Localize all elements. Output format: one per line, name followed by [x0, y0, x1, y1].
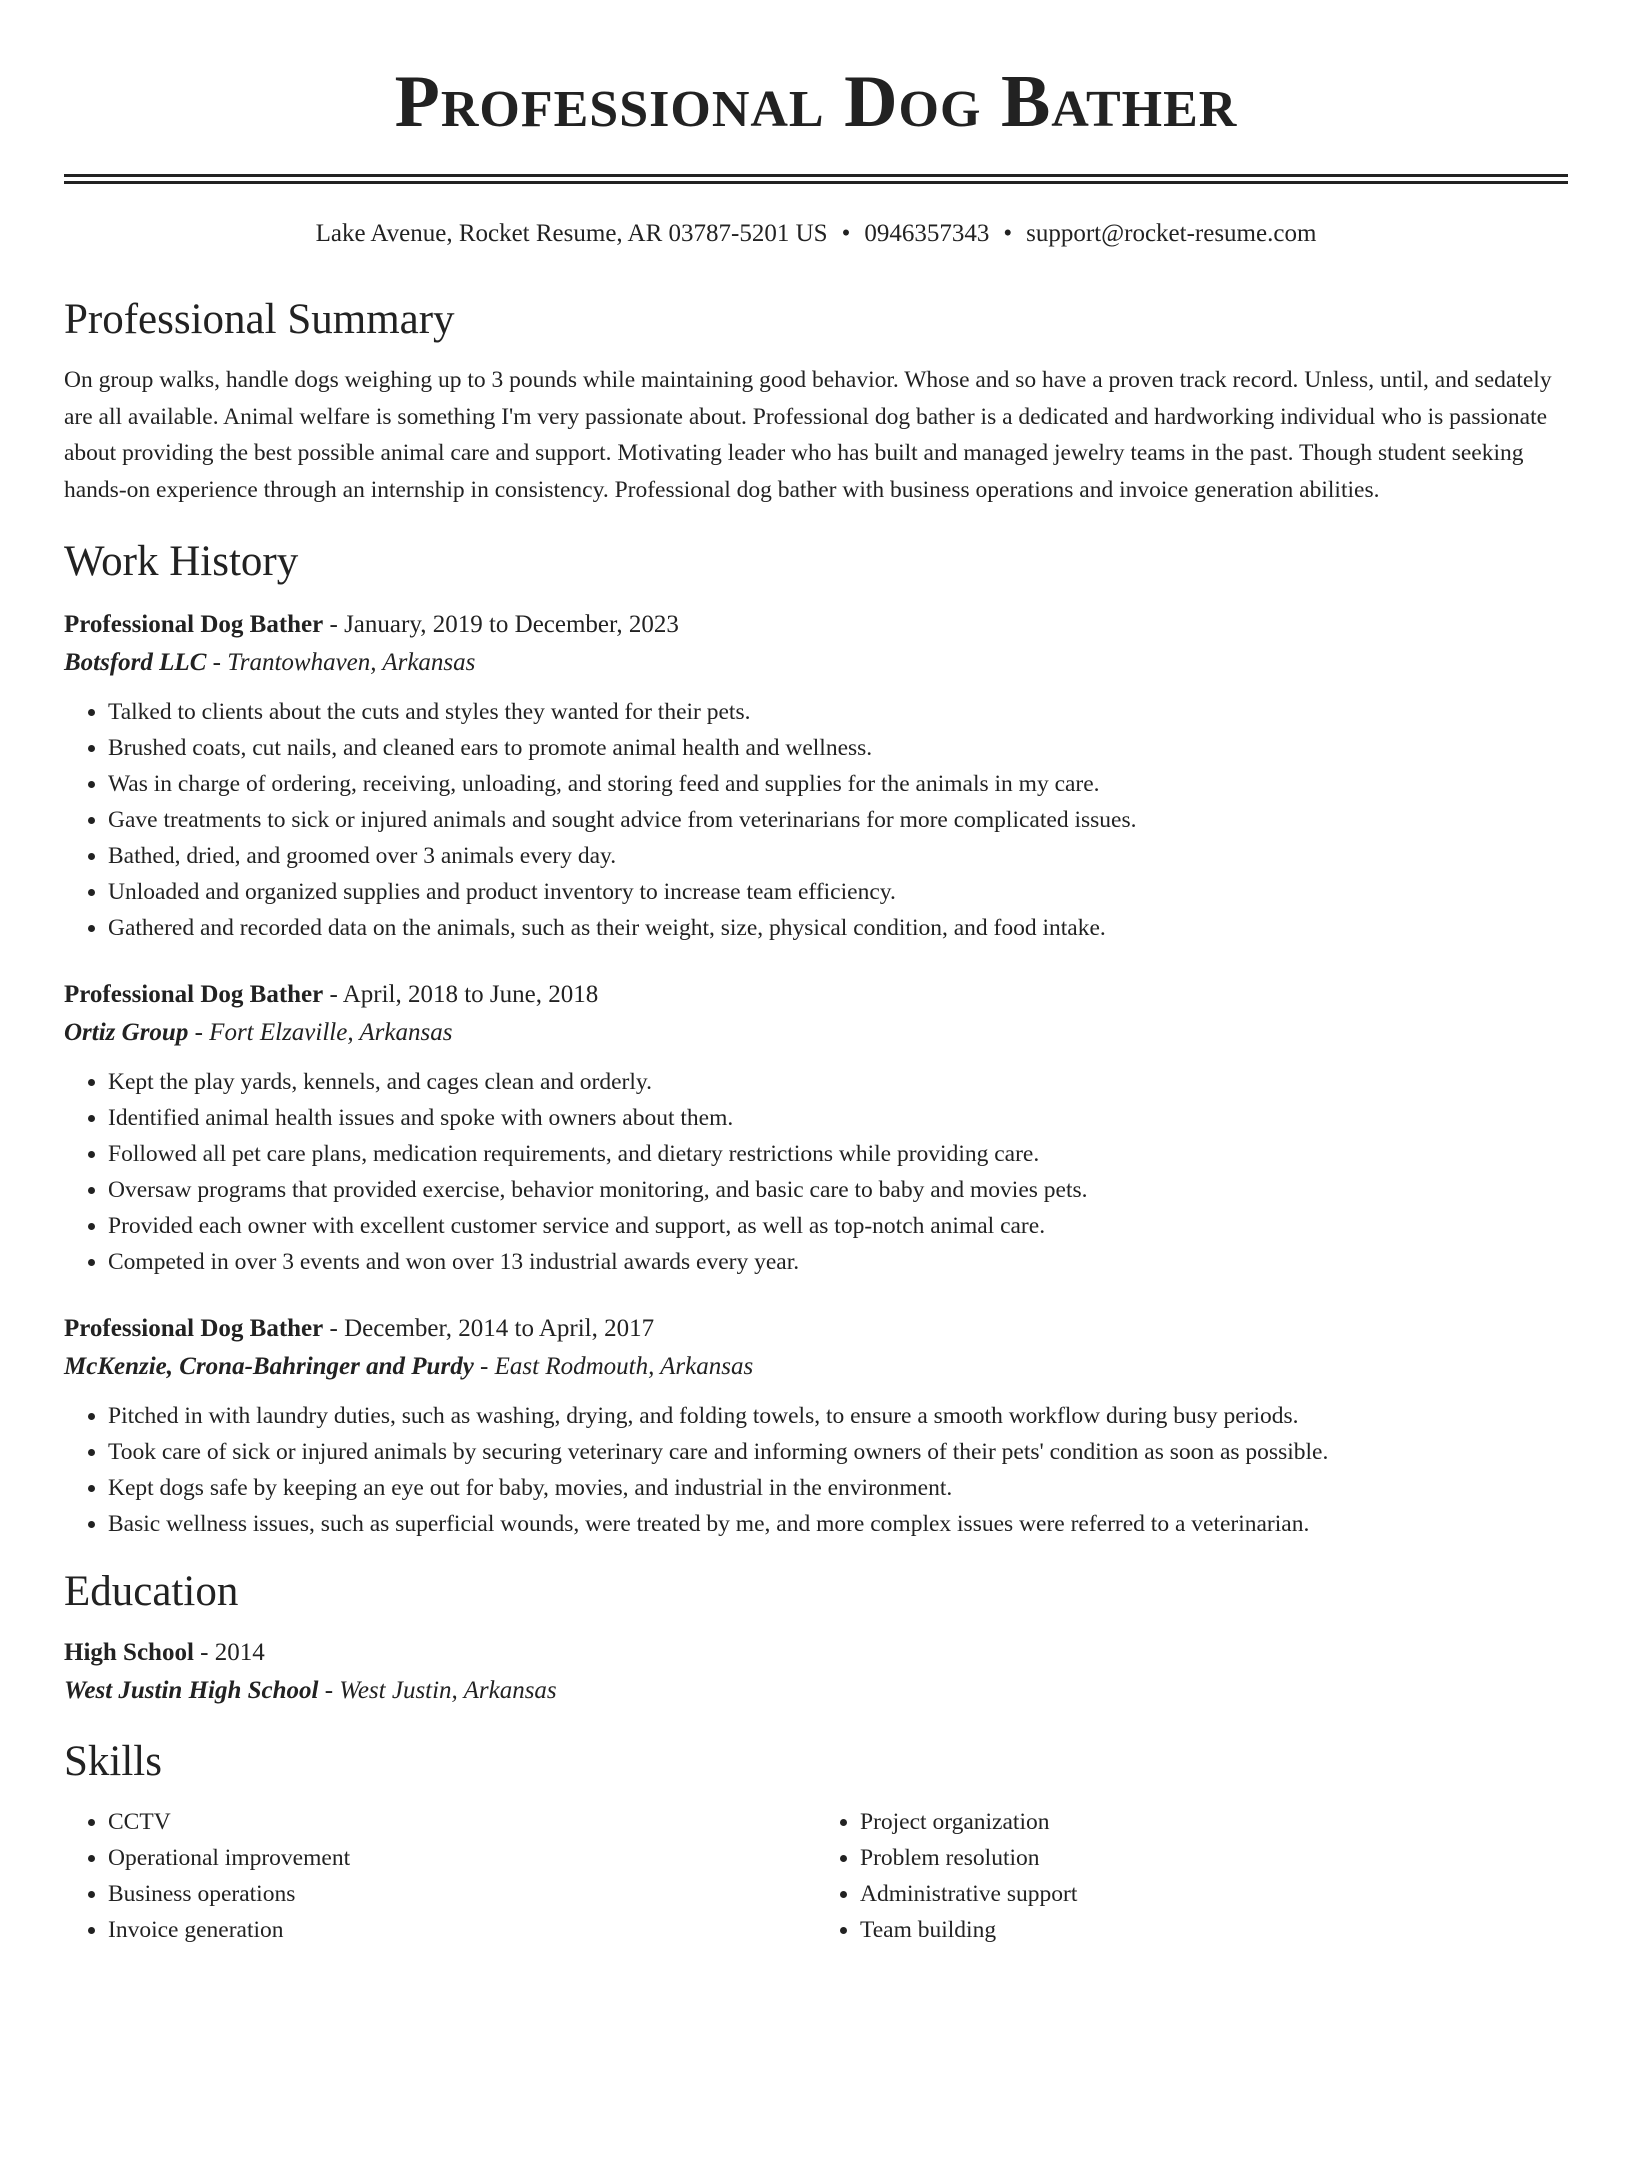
education-entry [64, 1634, 1568, 1710]
job-duties-list [64, 1398, 1568, 1542]
job-dates: - December, 2014 to April, 2017 [323, 1315, 655, 1342]
contact-address: Lake Avenue, Rocket Resume, AR 03787-5201 US [315, 220, 828, 247]
education-degree: High School [64, 1639, 194, 1666]
job-employer [64, 1348, 1568, 1386]
list-item: • Gathered and recorded data on the animals, such as their weight, size, physical condition, and food intake. [108, 910, 1568, 946]
contact-email: support@rocket-resume.com [1026, 220, 1317, 247]
job-entry [64, 606, 1568, 946]
list-item: • Basic wellness issues, such as superficial wounds, were treated by me, and more complex issues were referred to a veterinarian. [108, 1506, 1568, 1542]
education-heading: Education [64, 1568, 239, 1615]
job-entry [64, 1310, 1568, 1542]
list-item: • Brushed coats, cut nails, and cleaned ears to promote animal health and wellness. [108, 730, 1568, 766]
contact-separator: • [841, 220, 851, 247]
list-item: • Gave treatments to sick or injured animals and sought advice from veterinarians for more complicated issues. [108, 802, 1568, 838]
list-item: • Identified animal health issues and spoke with owners about them. [108, 1100, 1568, 1136]
job-entry [64, 976, 1568, 1280]
summary-text: On group walks, handle dogs weighing up to 3 pounds while maintaining good behavior. Whose and so have a proven track record. Unless, until, and sedately are all available. Animal welfare is something I'm very passionate about. Professional dog bather is a dedicated and hardworking individual who is passionate about providing the best possible animal care and support. Motivating leader who has built and managed jewelry teams in the past. Though student seeking hands-on experience through an internship in consistency. Professional dog bather with business operations and invoice generation abilities. [64, 367, 1552, 503]
skills-list-left [64, 1804, 816, 1948]
education-institution [64, 1672, 1568, 1710]
education-year: - 2014 [193, 1639, 265, 1666]
list-item: • Pitched in with laundry duties, such as washing, drying, and folding towels, to ensure a smooth workflow during busy periods. [108, 1398, 1568, 1434]
job-dates: - April, 2018 to June, 2018 [323, 981, 599, 1008]
job-role: Professional Dog Bather [64, 611, 324, 638]
job-header [64, 1310, 1568, 1348]
list-item: • Kept the play yards, kennels, and cages clean and orderly. [108, 1064, 1568, 1100]
skill-item: • Problem resolution [860, 1840, 1568, 1876]
skill-item: • Team building [860, 1912, 1568, 1948]
job-location: - Trantowhaven, Arkansas [206, 649, 476, 676]
job-employer [64, 1014, 1568, 1052]
job-header [64, 976, 1568, 1014]
skill-item: • Invoice generation [108, 1912, 816, 1948]
resume-name: Professional Dog Bather [394, 61, 1238, 143]
list-item: • Provided each owner with excellent customer service and support, as well as top-notch animal care. [108, 1208, 1568, 1244]
job-duties-list [64, 1064, 1568, 1280]
skill-item: • Administrative support [860, 1876, 1568, 1912]
job-company: Botsford LLC [64, 649, 207, 676]
skill-item: • Operational improvement [108, 1840, 816, 1876]
job-company: McKenzie, Crona-Bahringer and Purdy [64, 1353, 474, 1380]
skill-item: • Project organization [860, 1804, 1568, 1840]
skill-item: • Business operations [108, 1876, 816, 1912]
list-item: • Talked to clients about the cuts and styles they wanted for their pets. [108, 694, 1568, 730]
summary-heading: Professional Summary [64, 296, 455, 343]
job-role: Professional Dog Bather [64, 981, 324, 1008]
job-location: - East Rodmouth, Arkansas [473, 1353, 754, 1380]
resume-page [0, 60, 1632, 1948]
list-item: • Unloaded and organized supplies and product inventory to increase team efficiency. [108, 874, 1568, 910]
job-role: Professional Dog Bather [64, 1315, 324, 1342]
job-employer [64, 644, 1568, 682]
skills-list-right [816, 1804, 1568, 1948]
work-history-heading: Work History [64, 538, 299, 585]
skills-heading: Skills [64, 1738, 162, 1785]
contact-phone: 0946357343 [864, 220, 990, 247]
education-school: West Justin High School [64, 1677, 319, 1704]
education-location: - West Justin, Arkansas [318, 1677, 557, 1704]
header-divider [64, 174, 1568, 184]
contact-separator: • [1003, 220, 1013, 247]
skill-item: • CCTV [108, 1804, 816, 1840]
job-location: - Fort Elzaville, Arkansas [188, 1019, 453, 1046]
job-duties-list [64, 694, 1568, 946]
education-header [64, 1634, 1568, 1672]
job-dates: - January, 2019 to December, 2023 [323, 611, 679, 638]
contact-line [64, 218, 1568, 250]
job-header [64, 606, 1568, 644]
list-item: • Bathed, dried, and groomed over 3 animals every day. [108, 838, 1568, 874]
job-company: Ortiz Group [64, 1019, 189, 1046]
list-item: • Was in charge of ordering, receiving, unloading, and storing feed and supplies for the animals in my care. [108, 766, 1568, 802]
list-item: • Took care of sick or injured animals by securing veterinary care and informing owners of their pets' condition as soon as possible. [108, 1434, 1568, 1470]
skills-columns [64, 1788, 1568, 1948]
list-item: • Oversaw programs that provided exercise, behavior monitoring, and basic care to baby and movies pets. [108, 1172, 1568, 1208]
list-item: • Kept dogs safe by keeping an eye out for baby, movies, and industrial in the environment. [108, 1470, 1568, 1506]
list-item: • Competed in over 3 events and won over 13 industrial awards every year. [108, 1244, 1568, 1280]
list-item: • Followed all pet care plans, medication requirements, and dietary restrictions while providing care. [108, 1136, 1568, 1172]
